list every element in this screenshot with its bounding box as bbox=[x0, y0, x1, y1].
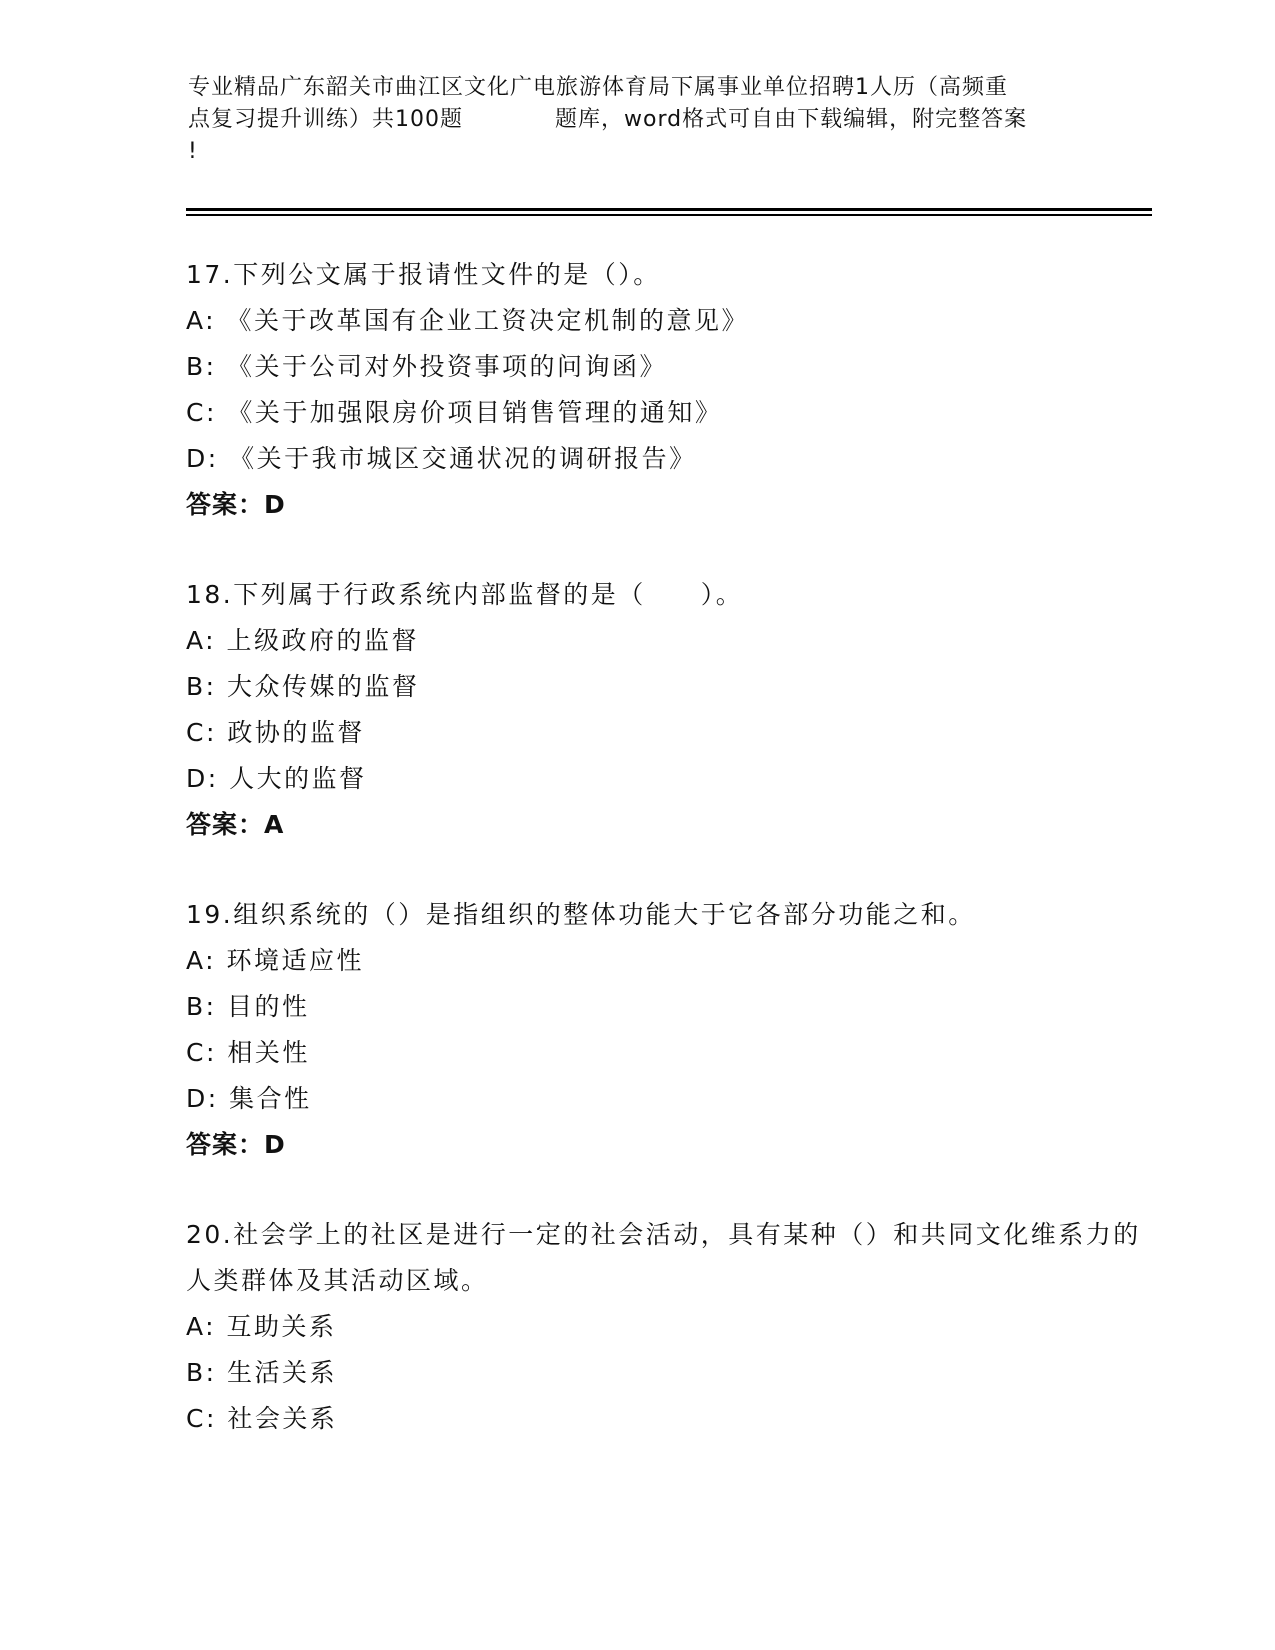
option-a: A: 《关于改革国有企业工资决定机制的意见》 bbox=[186, 306, 750, 335]
option-d: D: 人大的监督 bbox=[186, 764, 367, 793]
answer: 答案：A bbox=[186, 810, 285, 839]
question-stem: 18.下列属于行政系统内部监督的是（ ）。 bbox=[186, 580, 744, 609]
header-line-3: ! bbox=[188, 139, 198, 164]
header-divider-thick bbox=[186, 208, 1152, 211]
option-b: B: 大众传媒的监督 bbox=[186, 672, 420, 701]
option-b: B: 《关于公司对外投资事项的问询函》 bbox=[186, 352, 668, 381]
option-d: D: 集合性 bbox=[186, 1084, 312, 1113]
header-line-2: 点复习提升训练）共100题 题库，word格式可自由下载编辑，附完整答案 bbox=[188, 107, 1028, 132]
option-c: C: 政协的监督 bbox=[186, 718, 365, 747]
option-c: C: 《关于加强限房价项目销售管理的通知》 bbox=[186, 398, 723, 427]
question-20 bbox=[186, 1212, 1146, 1442]
answer: 答案：D bbox=[186, 1130, 286, 1159]
option-c: C: 社会关系 bbox=[186, 1404, 338, 1433]
question-18 bbox=[186, 572, 1146, 848]
option-a: A: 上级政府的监督 bbox=[186, 626, 420, 655]
option-d: D: 《关于我市城区交通状况的调研报告》 bbox=[186, 444, 697, 473]
question-stem: 19.组织系统的（）是指组织的整体功能大于它各部分功能之和。 bbox=[186, 900, 976, 929]
header-line-1: 专业精品广东韶关市曲江区文化广电旅游体育局下属事业单位招聘1人历（高频重 bbox=[188, 75, 1008, 100]
question-19 bbox=[186, 892, 1146, 1168]
option-a: A: 环境适应性 bbox=[186, 946, 365, 975]
option-b: B: 目的性 bbox=[186, 992, 310, 1021]
question-17 bbox=[186, 252, 1146, 528]
answer: 答案：D bbox=[186, 490, 286, 519]
option-b: B: 生活关系 bbox=[186, 1358, 338, 1387]
option-c: C: 相关性 bbox=[186, 1038, 310, 1067]
question-stem: 17.下列公文属于报请性文件的是（）。 bbox=[186, 260, 661, 289]
document-header bbox=[188, 72, 1088, 168]
option-a: A: 互助关系 bbox=[186, 1312, 337, 1341]
question-stem: 20.社会学上的社区是进行一定的社会活动，具有某种（）和共同文化维系力的人类群体及其活动区域。 bbox=[186, 1220, 1141, 1295]
header-divider-thin bbox=[186, 214, 1152, 216]
